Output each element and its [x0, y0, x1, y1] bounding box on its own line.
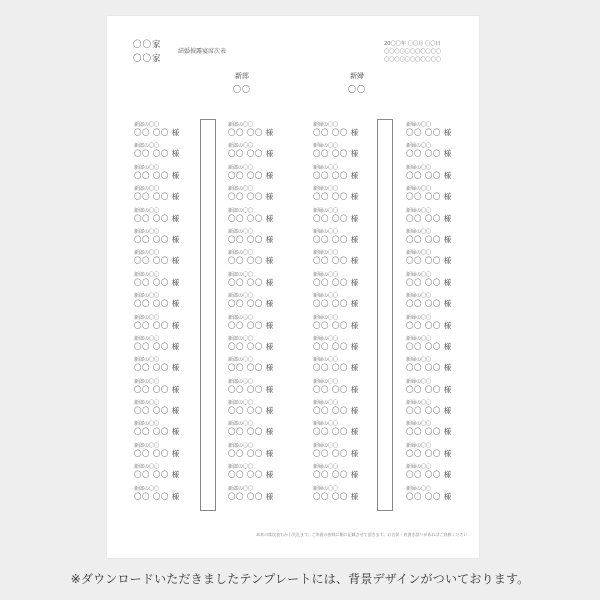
guest-name: 〇〇 〇〇 様 — [406, 384, 452, 394]
guest-entry — [228, 464, 274, 485]
guest-relation: 新郎の〇〇 — [134, 485, 160, 492]
guest-entry — [406, 400, 452, 421]
guest-name: 〇〇 〇〇 様 — [406, 299, 452, 309]
guest-relation: 新婦の〇〇 — [313, 400, 339, 407]
guest-name: 〇〇 〇〇 様 — [406, 128, 452, 137]
guest-relation: 新郎の〇〇 — [134, 464, 160, 471]
guest-name: 〇〇 〇〇 様 — [406, 320, 452, 330]
guest-entry — [134, 229, 180, 250]
guest-name: 〇〇 〇〇 様 — [134, 384, 180, 394]
guest-name: 〇〇 〇〇 様 — [134, 277, 180, 287]
footnote: 本来の席次表ちから失礼ます。ご来賓の皆様に順に記載させて頂きます。お名前・肩書き誤りがあればご容赦ください — [256, 532, 468, 537]
guest-entry — [406, 464, 452, 485]
guest-relation: 新婦の〇〇 — [406, 357, 432, 364]
guest-relation: 新郎の〇〇 — [228, 335, 254, 342]
guest-relation: 新婦の〇〇 — [406, 293, 432, 300]
guest-name: 〇〇 〇〇 様 — [228, 192, 274, 202]
guest-relation: 新郎の〇〇 — [228, 271, 254, 278]
guest-relation: 新郎の〇〇 — [228, 314, 254, 321]
guest-name: 〇〇 〇〇 様 — [406, 256, 452, 266]
guest-entry — [406, 357, 452, 378]
family-names — [133, 38, 162, 66]
guest-relation: 新婦の〇〇 — [313, 271, 339, 278]
guest-entry — [134, 400, 180, 421]
guest-relation: 新婦の〇〇 — [406, 164, 432, 171]
guest-entry — [134, 165, 180, 186]
guest-name: 〇〇 〇〇 様 — [313, 363, 359, 373]
guest-name: 〇〇 〇〇 様 — [228, 470, 274, 480]
guest-relation: 新婦の〇〇 — [406, 122, 432, 128]
guest-name: 〇〇 〇〇 様 — [134, 170, 180, 180]
guest-entry — [134, 379, 180, 400]
guest-name: 〇〇 〇〇 様 — [134, 363, 180, 373]
date-block — [384, 40, 441, 64]
guest-name: 〇〇 〇〇 様 — [406, 213, 452, 223]
guest-entry — [313, 229, 359, 250]
guest-relation: 新婦の〇〇 — [406, 271, 432, 278]
guest-entry — [406, 421, 452, 442]
guest-name: 〇〇 〇〇 様 — [228, 320, 274, 330]
guest-relation: 新婦の〇〇 — [406, 228, 432, 235]
guest-entry — [228, 122, 274, 143]
guest-entry — [228, 421, 274, 442]
guest-column-3 — [313, 122, 359, 507]
guest-entry — [134, 208, 180, 229]
table-marker-left — [200, 119, 216, 511]
guest-relation: 新郎の〇〇 — [228, 442, 254, 449]
guest-entry — [406, 186, 452, 207]
guest-name: 〇〇 〇〇 様 — [228, 256, 274, 266]
guest-name: 〇〇 〇〇 様 — [228, 491, 274, 501]
guest-name: 〇〇 〇〇 様 — [134, 234, 180, 244]
guest-name: 〇〇 〇〇 様 — [228, 170, 274, 180]
guest-entry — [406, 315, 452, 336]
guest-entry — [313, 443, 359, 464]
guest-entry — [134, 186, 180, 207]
guest-name: 〇〇 〇〇 様 — [313, 341, 359, 351]
guest-entry — [228, 165, 274, 186]
guest-relation: 新郎の〇〇 — [134, 271, 160, 278]
guest-relation: 新婦の〇〇 — [406, 378, 432, 385]
guest-name: 〇〇 〇〇 様 — [228, 299, 274, 309]
guest-entry — [313, 143, 359, 164]
guest-name: 〇〇 〇〇 様 — [313, 448, 359, 458]
guest-entry — [406, 379, 452, 400]
guest-relation: 新婦の〇〇 — [313, 485, 339, 492]
guest-name: 〇〇 〇〇 様 — [313, 213, 359, 223]
guest-relation: 新郎の〇〇 — [228, 485, 254, 492]
guest-relation: 新郎の〇〇 — [228, 164, 254, 171]
guest-relation: 新郎の〇〇 — [228, 207, 254, 214]
guest-relation: 新郎の〇〇 — [228, 250, 254, 257]
guest-relation: 新郎の〇〇 — [134, 250, 160, 257]
guest-name: 〇〇 〇〇 様 — [134, 341, 180, 351]
guest-name: 〇〇 〇〇 様 — [406, 363, 452, 373]
guest-entry — [406, 293, 452, 314]
guest-entry — [313, 421, 359, 442]
guest-name: 〇〇 〇〇 様 — [406, 149, 452, 159]
guest-name: 〇〇 〇〇 様 — [134, 491, 180, 501]
guest-column-2 — [228, 122, 274, 507]
guest-name: 〇〇 〇〇 様 — [134, 427, 180, 437]
guest-relation: 新婦の〇〇 — [313, 250, 339, 257]
guest-relation: 新婦の〇〇 — [313, 442, 339, 449]
guest-entry — [406, 336, 452, 357]
guest-entry — [134, 443, 180, 464]
guest-entry — [134, 272, 180, 293]
guest-name: 〇〇 〇〇 様 — [134, 448, 180, 458]
guest-name: 〇〇 〇〇 様 — [134, 192, 180, 202]
guest-name: 〇〇 〇〇 様 — [228, 149, 274, 159]
guest-name: 〇〇 〇〇 様 — [313, 170, 359, 180]
guest-entry — [313, 379, 359, 400]
groom-label: 新郎 — [235, 72, 249, 80]
guest-relation: 新郎の〇〇 — [134, 442, 160, 449]
guest-entry — [228, 443, 274, 464]
guest-relation: 新郎の〇〇 — [228, 421, 254, 428]
guest-entry — [406, 250, 452, 271]
guest-entry — [406, 122, 452, 143]
guest-relation: 新婦の〇〇 — [406, 442, 432, 449]
guest-relation: 新婦の〇〇 — [406, 250, 432, 257]
guest-relation: 新郎の〇〇 — [228, 293, 254, 300]
guest-entry — [313, 464, 359, 485]
guest-name: 〇〇 〇〇 様 — [313, 491, 359, 501]
guest-name: 〇〇 〇〇 様 — [406, 470, 452, 480]
guest-name: 〇〇 〇〇 様 — [406, 406, 452, 416]
guest-name: 〇〇 〇〇 様 — [406, 341, 452, 351]
guest-name: 〇〇 〇〇 様 — [313, 427, 359, 437]
guest-name: 〇〇 〇〇 様 — [313, 149, 359, 159]
guest-name: 〇〇 〇〇 様 — [313, 299, 359, 309]
guest-entry — [313, 400, 359, 421]
guest-entry — [228, 400, 274, 421]
guest-entry — [313, 208, 359, 229]
guest-name: 〇〇 〇〇 様 — [134, 320, 180, 330]
guest-column-1 — [134, 122, 180, 507]
guest-relation: 新婦の〇〇 — [406, 485, 432, 492]
guest-entry — [313, 315, 359, 336]
guest-relation: 新婦の〇〇 — [406, 143, 432, 150]
guest-entry — [134, 122, 180, 143]
guest-entry — [228, 208, 274, 229]
groom-name: 〇〇 — [233, 85, 251, 94]
guest-relation: 新婦の〇〇 — [313, 228, 339, 235]
guest-entry — [406, 165, 452, 186]
guest-entry — [313, 250, 359, 271]
guest-relation: 新郎の〇〇 — [228, 400, 254, 407]
guest-entry — [228, 315, 274, 336]
guest-relation: 新婦の〇〇 — [313, 164, 339, 171]
guest-name: 〇〇 〇〇 様 — [134, 299, 180, 309]
guest-entry — [313, 357, 359, 378]
guest-name: 〇〇 〇〇 様 — [228, 427, 274, 437]
guest-relation: 新婦の〇〇 — [313, 207, 339, 214]
guest-name: 〇〇 〇〇 様 — [134, 149, 180, 159]
guest-entry — [228, 336, 274, 357]
guest-relation: 新婦の〇〇 — [313, 122, 339, 128]
guest-column-4 — [406, 122, 452, 507]
guest-name: 〇〇 〇〇 様 — [313, 406, 359, 416]
guest-name: 〇〇 〇〇 様 — [406, 170, 452, 180]
guest-relation: 新郎の〇〇 — [228, 464, 254, 471]
guest-relation: 新郎の〇〇 — [134, 400, 160, 407]
guest-entry — [228, 293, 274, 314]
guest-name: 〇〇 〇〇 様 — [228, 406, 274, 416]
date-line: 20〇〇年 〇〇月 〇〇日 — [384, 41, 441, 47]
guest-relation: 新婦の〇〇 — [406, 207, 432, 214]
guest-relation: 新婦の〇〇 — [406, 335, 432, 342]
guest-relation: 新郎の〇〇 — [134, 335, 160, 342]
guest-name: 〇〇 〇〇 様 — [228, 448, 274, 458]
bride-name: 〇〇 — [348, 85, 366, 94]
guest-relation: 新郎の〇〇 — [228, 228, 254, 235]
guest-name: 〇〇 〇〇 様 — [134, 406, 180, 416]
guest-entry — [406, 229, 452, 250]
guest-entry — [134, 315, 180, 336]
guest-name: 〇〇 〇〇 様 — [313, 256, 359, 266]
bride-block — [327, 71, 387, 95]
guest-name: 〇〇 〇〇 様 — [313, 192, 359, 202]
guest-relation: 新郎の〇〇 — [134, 357, 160, 364]
guest-relation: 新婦の〇〇 — [406, 186, 432, 193]
guest-relation: 新婦の〇〇 — [313, 186, 339, 193]
guest-entry — [313, 186, 359, 207]
guest-relation: 新郎の〇〇 — [134, 378, 160, 385]
guest-name: 〇〇 〇〇 様 — [228, 384, 274, 394]
bride-label: 新婦 — [350, 72, 364, 80]
guest-entry — [228, 186, 274, 207]
template-caption: ※ダウンロードいただきましたテンプレートには、背景デザインがついております。 — [70, 572, 530, 586]
guest-relation: 新婦の〇〇 — [313, 293, 339, 300]
guest-entry — [313, 293, 359, 314]
guest-relation: 新婦の〇〇 — [406, 400, 432, 407]
venue-line: 〇〇〇〇〇〇〇〇〇〇〇 — [384, 49, 442, 55]
guest-relation: 新郎の〇〇 — [134, 293, 160, 300]
guest-name: 〇〇 〇〇 様 — [228, 213, 274, 223]
guest-entry — [134, 486, 180, 507]
guest-name: 〇〇 〇〇 様 — [406, 448, 452, 458]
guest-entry — [134, 464, 180, 485]
guest-name: 〇〇 〇〇 様 — [228, 234, 274, 244]
guest-relation: 新郎の〇〇 — [134, 122, 160, 128]
guest-name: 〇〇 〇〇 様 — [134, 213, 180, 223]
guest-relation: 新婦の〇〇 — [406, 314, 432, 321]
guest-entry — [134, 336, 180, 357]
guest-name: 〇〇 〇〇 様 — [313, 128, 359, 137]
guest-entry — [406, 486, 452, 507]
guest-name: 〇〇 〇〇 様 — [406, 234, 452, 244]
guest-relation: 新婦の〇〇 — [313, 357, 339, 364]
guest-relation: 新郎の〇〇 — [228, 378, 254, 385]
guest-name: 〇〇 〇〇 様 — [228, 277, 274, 287]
guest-entry — [313, 272, 359, 293]
venue-line-2: 〇〇〇〇〇〇〇〇〇〇〇 — [384, 57, 442, 63]
guest-name: 〇〇 〇〇 様 — [313, 277, 359, 287]
guest-entry — [134, 421, 180, 442]
guest-entry — [313, 336, 359, 357]
guest-name: 〇〇 〇〇 様 — [228, 341, 274, 351]
guest-relation: 新婦の〇〇 — [313, 143, 339, 150]
table-marker-right — [377, 119, 393, 511]
guest-relation: 新郎の〇〇 — [134, 186, 160, 193]
guest-name: 〇〇 〇〇 様 — [406, 427, 452, 437]
guest-entry — [313, 486, 359, 507]
guest-name: 〇〇 〇〇 様 — [134, 256, 180, 266]
guest-relation: 新郎の〇〇 — [228, 122, 254, 128]
guest-entry — [406, 208, 452, 229]
guest-entry — [134, 250, 180, 271]
guest-name: 〇〇 〇〇 様 — [228, 363, 274, 373]
guest-relation: 新郎の〇〇 — [134, 314, 160, 321]
groom-block — [212, 71, 272, 95]
guest-relation: 新婦の〇〇 — [406, 464, 432, 471]
guest-name: 〇〇 〇〇 様 — [313, 234, 359, 244]
guest-name: 〇〇 〇〇 様 — [313, 320, 359, 330]
guest-entry — [228, 379, 274, 400]
guest-entry — [228, 272, 274, 293]
guest-entry — [406, 272, 452, 293]
guest-entry — [406, 143, 452, 164]
guest-name: 〇〇 〇〇 様 — [313, 470, 359, 480]
guest-relation: 新郎の〇〇 — [134, 143, 160, 150]
guest-name: 〇〇 〇〇 様 — [134, 470, 180, 480]
guest-relation: 新郎の〇〇 — [134, 228, 160, 235]
guest-relation: 新婦の〇〇 — [313, 335, 339, 342]
document-title: 結婚披露宴席次表 — [178, 48, 227, 55]
guest-entry — [134, 293, 180, 314]
family-name-groom: 〇〇家 — [133, 40, 162, 50]
guest-entry — [228, 357, 274, 378]
guest-relation: 新郎の〇〇 — [134, 164, 160, 171]
guest-relation: 新婦の〇〇 — [313, 314, 339, 321]
guest-entry — [134, 357, 180, 378]
guest-name: 〇〇 〇〇 様 — [406, 491, 452, 501]
guest-entry — [228, 143, 274, 164]
guest-entry — [313, 122, 359, 143]
family-name-bride: 〇〇家 — [133, 54, 162, 64]
guest-relation: 新郎の〇〇 — [228, 357, 254, 364]
guest-relation: 新郎の〇〇 — [228, 186, 254, 193]
guest-relation: 新婦の〇〇 — [313, 464, 339, 471]
guest-entry — [228, 229, 274, 250]
guest-relation: 新郎の〇〇 — [134, 421, 160, 428]
guest-entry — [228, 486, 274, 507]
guest-relation: 新郎の〇〇 — [228, 143, 254, 150]
guest-entry — [406, 443, 452, 464]
guest-relation: 新婦の〇〇 — [313, 421, 339, 428]
guest-relation: 新婦の〇〇 — [313, 378, 339, 385]
guest-name: 〇〇 〇〇 様 — [313, 384, 359, 394]
guest-entry — [134, 143, 180, 164]
guest-relation: 新郎の〇〇 — [134, 207, 160, 214]
guest-name: 〇〇 〇〇 様 — [134, 128, 180, 137]
guest-name: 〇〇 〇〇 様 — [406, 277, 452, 287]
guest-relation: 新婦の〇〇 — [406, 421, 432, 428]
guest-name: 〇〇 〇〇 様 — [228, 128, 274, 137]
guest-name: 〇〇 〇〇 様 — [406, 192, 452, 202]
guest-entry — [313, 165, 359, 186]
guest-entry — [228, 250, 274, 271]
